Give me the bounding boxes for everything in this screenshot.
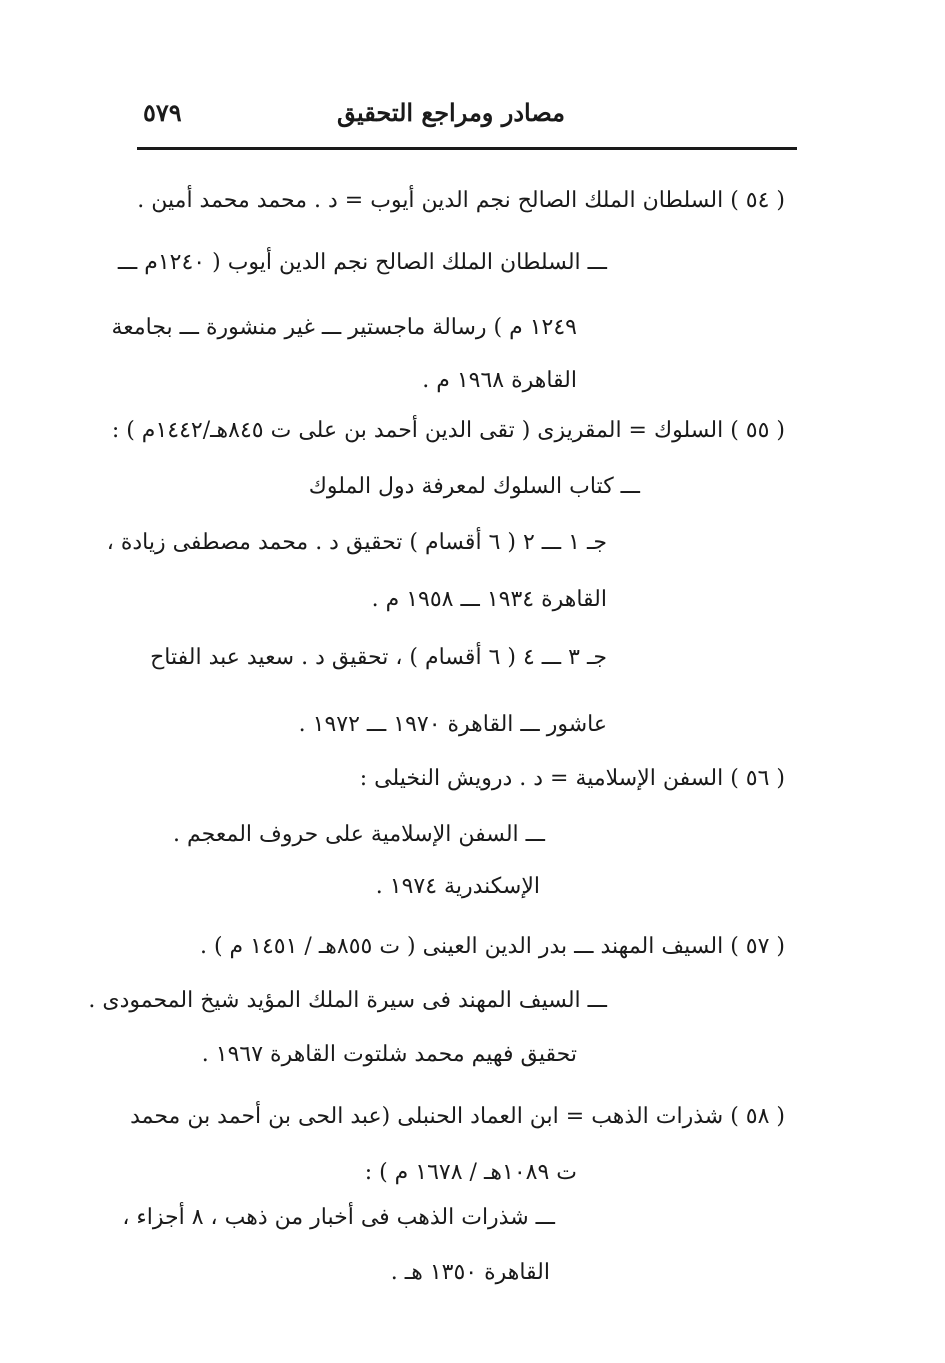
entry-56-line: الإسكندرية ١٩٧٤ . <box>375 874 540 899</box>
entry-55-line: عاشور ـــ القاهرة ١٩٧٠ ـــ ١٩٧٢ . <box>298 712 607 737</box>
entry-54-heading: ( ٥٤ ) السلطان الملك الصالح نجم الدين أيوب = د . محمد محمد أمين . <box>137 188 785 213</box>
entry-55-heading: ( ٥٥ ) السلوك = المقريزى ( تقى الدين أحمد بن على ت ٨٤٥هـ/١٤٤٢م ) : <box>111 418 785 443</box>
entry-54-line: ١٢٤٩ م ) رسالة ماجستير ـــ غير منشورة ـــ بجامعة <box>111 315 577 340</box>
running-header-title: مصادر ومراجع التحقيق <box>336 98 565 127</box>
entry-57-line: تحقيق فهيم محمد شلتوت القاهرة ١٩٦٧ . <box>201 1042 577 1067</box>
entry-55-line: القاهرة ١٩٣٤ ـــ ١٩٥٨ م . <box>371 587 607 612</box>
entry-56-heading: ( ٥٦ ) السفن الإسلامية = د . درويش النخيلى : <box>359 766 785 791</box>
entry-57-line: ـــ السيف المهند فى سيرة الملك المؤيد شيخ المحمودى . <box>88 988 607 1013</box>
header-divider <box>137 147 797 150</box>
entry-55-line: جـ ٣ ـــ ٤ ( ٦ أقسام ) ، تحقيق د . سعيد عبد الفتاح <box>150 645 607 670</box>
entry-57-heading: ( ٥٧ ) السيف المهند ـــ بدر الدين العينى ( ت ٨٥٥هـ / ١٤٥١ م ) . <box>199 934 785 959</box>
entry-58-line: ت ١٠٨٩هـ / ١٦٧٨ م ) : <box>364 1160 577 1185</box>
entry-58-heading: ( ٥٨ ) شذرات الذهب = ابن العماد الحنبلى (عبد الحى بن أحمد بن محمد <box>130 1104 785 1129</box>
entry-55-line: ـــ كتاب السلوك لمعرفة دول الملوك <box>308 474 640 499</box>
entry-56-line: ـــ السفن الإسلامية على حروف المعجم . <box>173 822 545 847</box>
page-number: ٥٧٩ <box>143 98 182 127</box>
entry-58-line: القاهرة ١٣٥٠ هـ . <box>390 1260 550 1285</box>
entry-54-line: القاهرة ١٩٦٨ م . <box>422 368 577 393</box>
entry-58-line: ـــ شذرات الذهب فى أخبار من ذهب ، ٨ أجزاء ، <box>122 1205 555 1230</box>
entry-54-line: ـــ السلطان الملك الصالح نجم الدين أيوب ( ١٢٤٠م ـــ <box>117 250 607 275</box>
entry-55-line: جـ ١ ـــ ٢ ( ٦ أقسام ) تحقيق د . محمد مصطفى زيادة ، <box>106 530 607 555</box>
